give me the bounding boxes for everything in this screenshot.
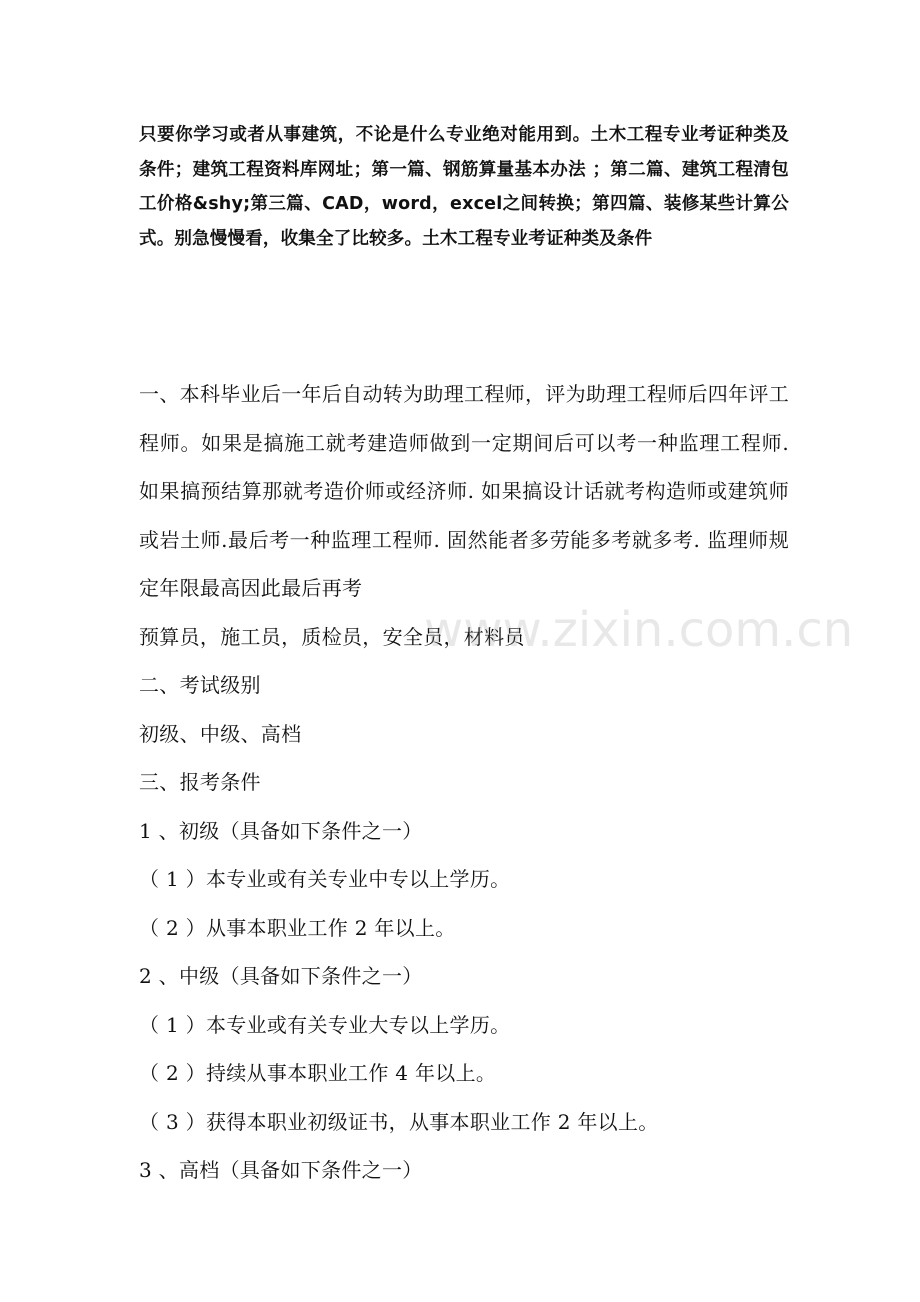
senior-heading: 3 、高档（具备如下条件之一）	[139, 1158, 423, 1182]
junior-condition-2: （ 2 ）从事本职业工作 2 年以上。	[139, 915, 456, 940]
junior-heading: 1 、初级（具备如下条件之一）	[139, 818, 423, 843]
section-two-heading: 二、考试级别	[139, 673, 261, 697]
intermediate-condition-1: （ 1 ）本专业或有关专业大专以上学历。	[139, 1012, 511, 1037]
document-body	[139, 370, 789, 1195]
intermediate-heading: 2 、中级（具备如下条件之一）	[139, 964, 423, 988]
section-three-heading: 三、报考条件	[139, 770, 261, 794]
exam-levels: 初级、中级、高档	[139, 721, 302, 746]
watermark: www.zixin.com.cn	[424, 602, 854, 658]
intermediate-condition-3: （ 3 ）获得本职业初级证书，从事本职业工作 2 年以上。	[139, 1109, 659, 1134]
section-one-paragraph: 一、本科毕业后一年后自动转为助理工程师，评为助理工程师后四年评工程师。如果是搞施工就考建造师做到一定期间后可以考一种监理工程师.如果搞预结算那就考造价师或经济师. 如果搞设计话就考构造师或建筑师或岩土师.最后考一种监理工程师. 固然能者多劳能多考就多考. 监理师规定年限最高因此最后再考	[139, 382, 789, 600]
roles-list: 预算员，施工员，质检员，安全员，材料员	[139, 624, 525, 649]
intermediate-condition-2: （ 2 ）持续从事本职业工作 4 年以上。	[139, 1061, 497, 1085]
intro-paragraph: 只要你学习或者从事建筑，不论是什么专业绝对能用到。土木工程专业考证种类及条件；建筑工程资料库网址；第一篇、钢筋算量基本办法 ；第二篇、建筑工程清包工价格&shy;第三篇、CAD，word，excel之间转换；第四篇、装修某些计算公式。别急慢慢看，收集全了比较多。土木工程专业考证种类及条件	[139, 125, 789, 249]
junior-condition-1: （ 1 ）本专业或有关专业中专以上学历。	[139, 867, 511, 891]
